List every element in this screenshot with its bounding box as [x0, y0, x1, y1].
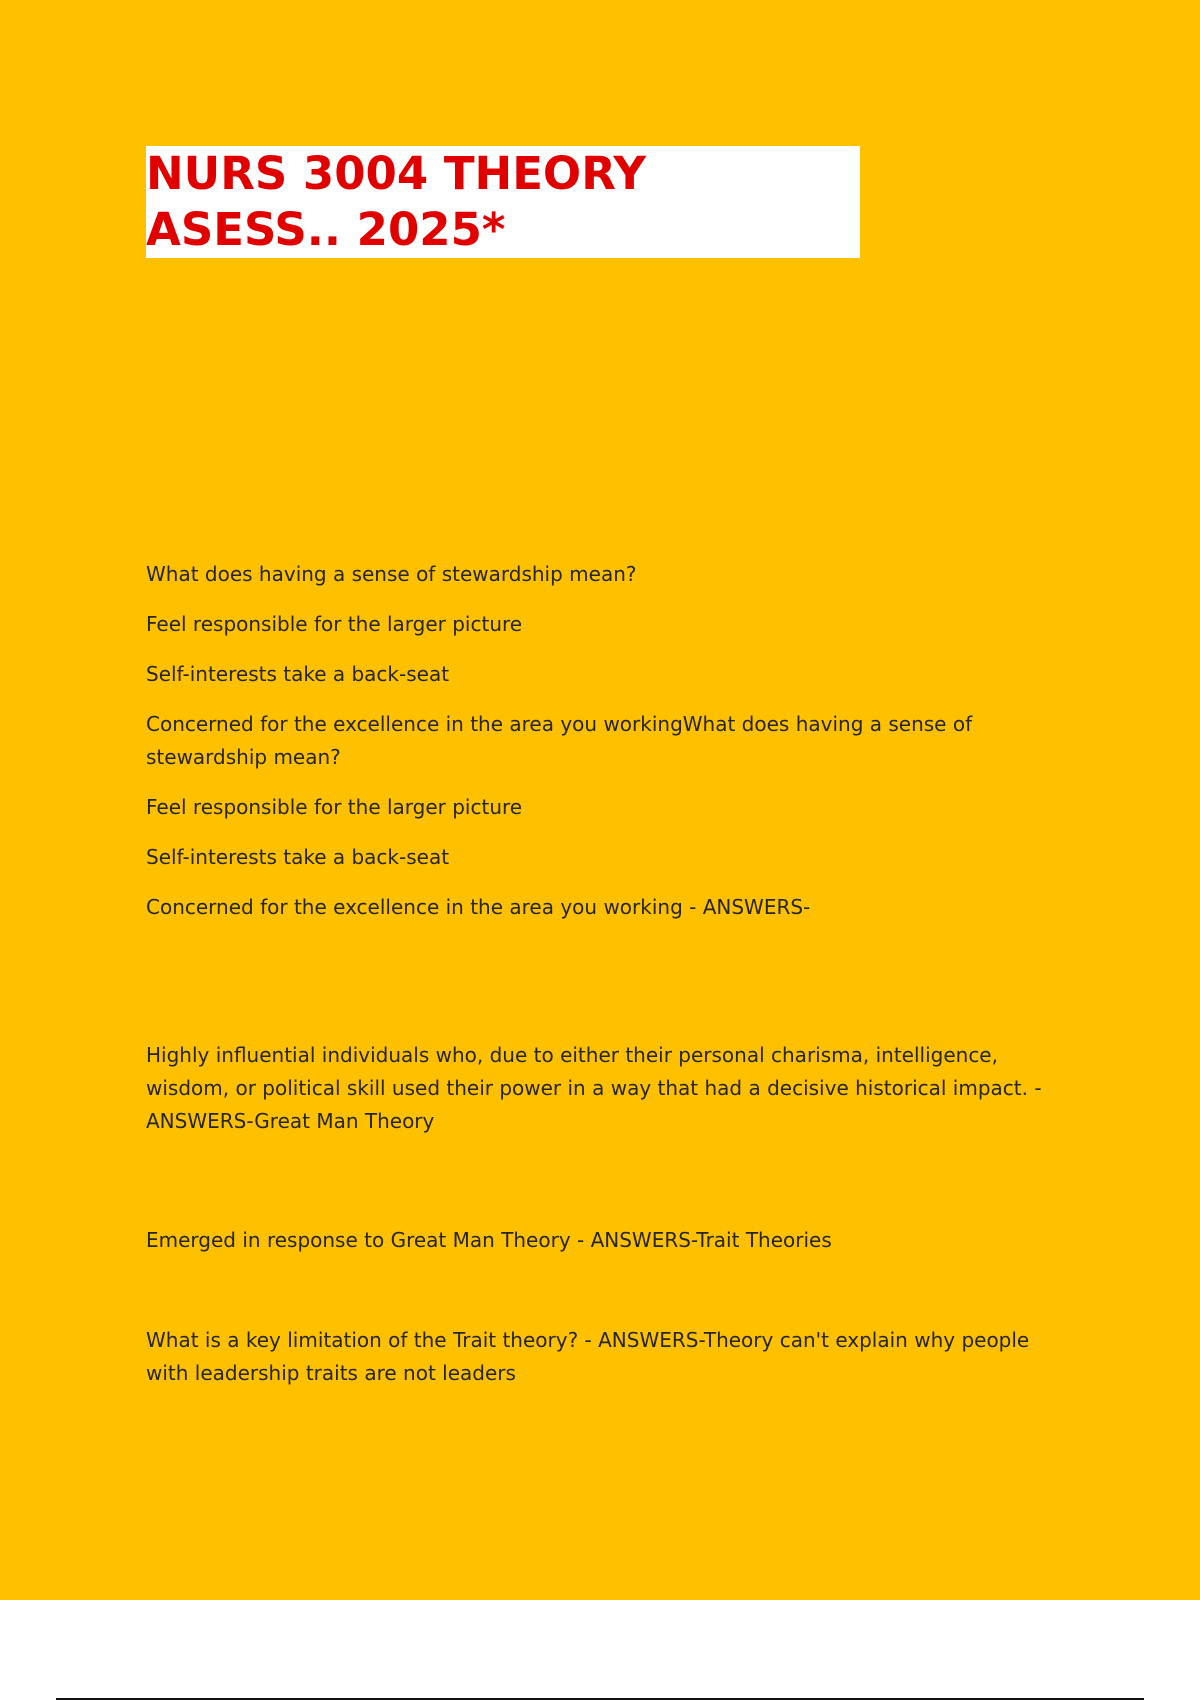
document-body	[146, 558, 1076, 1390]
text-line: Feel responsible for the larger picture	[146, 795, 523, 819]
text-line: What does having a sense of stewardship mean?	[146, 562, 637, 586]
qa-item-trait-limitation: What is a key limitation of the Trait theory? - ANSWERS-Theory can't explain why people with leadership traits are not leaders	[146, 1328, 1030, 1385]
text-line: Concerned for the excellence in the area you working - ANSWERS-	[146, 895, 811, 919]
text-line: Self-interests take a back-seat	[146, 845, 450, 869]
document-title: NURS 3004 THEORY ASESS.. 2025*	[146, 147, 646, 256]
stewardship-block	[146, 558, 1076, 924]
text-line: Self-interests take a back-seat	[146, 662, 450, 686]
text-line: Concerned for the excellence in the area you workingWhat does having a sense of stewardship mean?	[146, 712, 973, 769]
qa-item-great-man: Highly influential individuals who, due to either their personal charisma, intelligence, wisdom, or political skill used their power in a way that had a decisive historical impact. - ANSWERS-Great Man Theory	[146, 1043, 1042, 1133]
text-line: Feel responsible for the larger picture	[146, 612, 523, 636]
qa-item-trait-theories: Emerged in response to Great Man Theory - ANSWERS-Trait Theories	[146, 1228, 832, 1252]
